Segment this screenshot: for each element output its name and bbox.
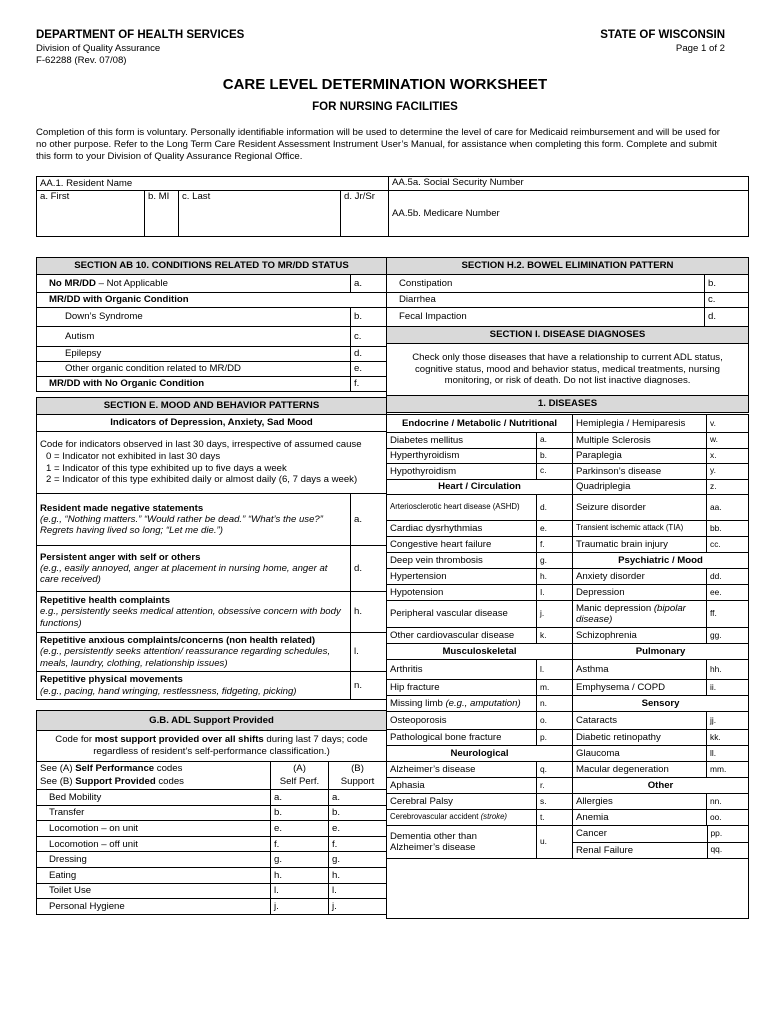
- gb-code-pre: Code for: [55, 734, 95, 746]
- disease-code[interactable]: n.: [537, 696, 573, 712]
- dementia-label: [387, 826, 537, 859]
- col-b-line2: Support: [340, 775, 375, 787]
- other-organic-label: Other organic condition related to MR/DD: [37, 362, 351, 377]
- disease-code[interactable]: kk.: [707, 730, 749, 746]
- mrdd-no-organic-label: MR/DD with No Organic Condition: [37, 377, 351, 392]
- form-number: F-62288 (Rev. 07/08): [36, 55, 127, 66]
- checkbox-h2-c[interactable]: c.: [705, 293, 749, 308]
- adl-support[interactable]: l.: [329, 883, 387, 899]
- medicare-field[interactable]: AA.5b. Medicare Number: [389, 191, 749, 237]
- section-h2: [386, 257, 749, 413]
- see-a-pre: See (A): [40, 763, 76, 775]
- disease-code[interactable]: w.: [707, 433, 749, 449]
- page-number: Page 1 of 2: [675, 43, 725, 54]
- disease-label: Quadriplegia: [573, 479, 707, 495]
- disease-code[interactable]: h.: [537, 569, 573, 585]
- disease-code[interactable]: r.: [537, 778, 573, 794]
- disease-label: Hyperthyroidism: [387, 448, 537, 464]
- section-e: [36, 397, 387, 700]
- see-a-post: codes: [154, 763, 183, 775]
- cva-it: (stroke): [480, 812, 508, 822]
- manic-depression-label: [573, 601, 707, 628]
- adl-self-perf[interactable]: j.: [271, 899, 329, 915]
- section-i-title: SECTION I. DISEASE DIAGNOSES: [387, 327, 749, 344]
- no-mrdd-suffix: – Not Applicable: [95, 277, 168, 289]
- disease-label: Deep vein thrombosis: [387, 553, 537, 569]
- disease-label: Hip fracture: [387, 680, 537, 696]
- gb-code-bold: most support provided over all shifts: [94, 734, 264, 746]
- ssn-field[interactable]: AA.5a. Social Security Number: [389, 177, 749, 191]
- adl-label: Transfer: [37, 805, 271, 821]
- see-b-post: codes: [155, 775, 184, 787]
- cva-label: [387, 810, 537, 826]
- middle-initial-field[interactable]: b. MI: [145, 191, 179, 237]
- disease-code[interactable]: hh.: [707, 660, 749, 680]
- section-h2-title: SECTION H.2. BOWEL ELIMINATION PATTERN: [387, 258, 749, 275]
- cva-pre: Cerebrovascular accident: [390, 812, 481, 822]
- disease-code[interactable]: ff.: [707, 601, 749, 628]
- adl-support[interactable]: f.: [329, 836, 387, 852]
- adl-label: Bed Mobility: [37, 790, 271, 806]
- disease-label: Renal Failure: [573, 842, 707, 858]
- mood-item-code[interactable]: d.: [351, 546, 387, 592]
- disease-label: Diabetic retinopathy: [573, 730, 707, 746]
- diseases-table: [386, 414, 749, 859]
- disease-code[interactable]: u.: [537, 826, 573, 859]
- disease-label: Other cardiovascular disease: [387, 628, 537, 644]
- disease-label: Cerebral Palsy: [387, 794, 537, 810]
- disease-code[interactable]: I.: [537, 585, 573, 601]
- mood-item-title: Repetitive physical movements: [40, 674, 183, 686]
- checkbox-ab10-b[interactable]: b.: [351, 308, 387, 327]
- disease-label: Cardiac dysrhythmias: [387, 521, 537, 537]
- col-a-line1: (A): [293, 763, 306, 775]
- disease-code[interactable]: ee.: [707, 585, 749, 601]
- code-2: 2 = Indicator of this type exhibited daily or almost daily (6, 7 days a week): [46, 474, 358, 486]
- disease-label: Aphasia: [387, 778, 537, 794]
- downs-syndrome-label: Down’s Syndrome: [37, 308, 351, 327]
- disease-code[interactable]: cc.: [707, 537, 749, 553]
- musculo-header: Musculoskeletal: [387, 644, 573, 660]
- disease-label: Seizure disorder: [573, 495, 707, 521]
- division-name: Division of Quality Assurance: [36, 43, 161, 54]
- checkbox-h2-b[interactable]: b.: [705, 275, 749, 293]
- adl-support[interactable]: j.: [329, 899, 387, 915]
- section-e-subtitle: Indicators of Depression, Anxiety, Sad Mood: [37, 415, 387, 432]
- disease-code[interactable]: o.: [537, 712, 573, 730]
- suffix-field[interactable]: d. Jr/Sr: [341, 191, 389, 237]
- disease-code[interactable]: ii.: [707, 680, 749, 696]
- resident-name-label: AA.1. Resident Name: [37, 177, 389, 191]
- disease-code[interactable]: j.: [537, 601, 573, 628]
- adl-self-perf[interactable]: f.: [271, 836, 329, 852]
- disease-code[interactable]: l.: [537, 660, 573, 680]
- section-e-title: SECTION E. MOOD AND BEHAVIOR PATTERNS: [37, 398, 387, 415]
- disease-code[interactable]: t.: [537, 810, 573, 826]
- disease-label: Asthma: [573, 660, 707, 680]
- disease-code[interactable]: a.: [537, 433, 573, 449]
- mood-item-title: Repetitive health complaints: [40, 595, 171, 607]
- disease-label: Anemia: [573, 810, 707, 826]
- adl-self-perf[interactable]: h.: [271, 867, 329, 883]
- disease-code[interactable]: x.: [707, 448, 749, 464]
- mood-item-code[interactable]: n.: [351, 672, 387, 700]
- fecal-impaction-label: Fecal Impaction: [387, 308, 705, 327]
- adl-self-perf[interactable]: b.: [271, 805, 329, 821]
- intro-text: Completion of this form is voluntary. Personally identifiable information will be used to determine the level of care for Medicaid reimbursement and will be used for no other purpose. Refer to the Long Term Care Resident Assessment Instrument User’s Manual, for assistance when completing this form. Complete and submit this form to your Division of Quality Assurance Regional Office.: [36, 127, 720, 163]
- form-title: CARE LEVEL DETERMINATION WORKSHEET: [222, 76, 548, 93]
- col-b-line1: (B): [351, 763, 364, 775]
- heart-header: Heart / Circulation: [387, 479, 573, 495]
- dementia-line1: Dementia other than: [390, 830, 477, 842]
- mood-item-code[interactable]: a.: [351, 494, 387, 546]
- resident-info-table: [36, 176, 749, 237]
- mood-item-desc: (e.g., “Nothing matters.” “Would rather be dead.” “What’s the use?” Regrets having lived so long; “Let me die.”): [40, 513, 323, 537]
- disease-code[interactable]: mm.: [707, 762, 749, 778]
- disease-code[interactable]: p.: [537, 730, 573, 746]
- disease-code[interactable]: gg.: [707, 628, 749, 644]
- see-a-bold: Self Performance: [75, 763, 155, 775]
- disease-label: Depression: [573, 585, 707, 601]
- mood-item-title: Resident made negative statements: [40, 502, 204, 514]
- manic-pre: Manic depression: [576, 602, 654, 614]
- disease-code[interactable]: s.: [537, 794, 573, 810]
- disease-code[interactable]: b.: [537, 448, 573, 464]
- other-header: Other: [573, 778, 749, 794]
- endocrine-header: Endocrine / Metabolic / Nutritional: [387, 415, 573, 433]
- disease-label: Cancer: [573, 826, 707, 842]
- section-gb-title: G.B. ADL Support Provided: [37, 711, 387, 731]
- right-column-blank: [386, 857, 749, 919]
- checkbox-ab10-c[interactable]: c.: [351, 327, 387, 347]
- disease-code[interactable]: d.: [537, 495, 573, 521]
- dementia-line2: Alzheimer’s disease: [390, 842, 476, 853]
- disease-label: Anxiety disorder: [573, 569, 707, 585]
- disease-label: Hypothyroidism: [387, 464, 537, 480]
- disease-label: Schizophrenia: [573, 628, 707, 644]
- psych-header: Psychiatric / Mood: [573, 553, 749, 569]
- first-name-field[interactable]: a. First: [37, 191, 145, 237]
- disease-label: Congestive heart failure: [387, 537, 537, 553]
- manic-it: (bipolar disease): [576, 602, 686, 625]
- code-0: 0 = Indicator not exhibited in last 30 days: [46, 450, 221, 462]
- disease-label: Osteoporosis: [387, 712, 537, 730]
- disease-label: Macular degeneration: [573, 762, 707, 778]
- checkbox-h2-d[interactable]: d.: [705, 308, 749, 327]
- disease-code[interactable]: v.: [707, 415, 749, 433]
- disease-label: Hypertension: [387, 569, 537, 585]
- disease-label: Paraplegia: [573, 448, 707, 464]
- disease-code[interactable]: c.: [537, 464, 573, 480]
- disease-label: Emphysema / COPD: [573, 680, 707, 696]
- mood-item-desc: (e.g., persistently seeks attention/ reassurance regarding schedules, meals, laundry, clothing, relationship issues): [40, 646, 331, 669]
- col-a-line2: Self Perf.: [279, 775, 320, 787]
- section-ab10-title: SECTION AB 10. CONDITIONS RELATED TO MR/DD STATUS: [37, 258, 387, 275]
- disease-label: Peripheral vascular disease: [387, 601, 537, 628]
- diarrhea-label: Diarrhea: [387, 293, 705, 308]
- adl-self-perf[interactable]: a.: [271, 790, 329, 806]
- mood-item-code[interactable]: l.: [351, 633, 387, 672]
- adl-label: Eating: [37, 867, 271, 883]
- missing-limb-label: [387, 696, 537, 712]
- disease-code[interactable]: y.: [707, 464, 749, 480]
- department-name: DEPARTMENT OF HEALTH SERVICES: [36, 29, 245, 41]
- other-tail-table: [573, 826, 749, 858]
- mrdd-organic-label: MR/DD with Organic Condition: [37, 293, 387, 308]
- mood-item-desc: (e.g., pacing, hand wringing, restlessness, fidgeting, picking): [40, 685, 297, 697]
- disease-code[interactable]: q.: [537, 762, 573, 778]
- state-name: STATE OF WISCONSIN: [600, 29, 725, 41]
- section-gb: [36, 710, 387, 915]
- disease-label: Arteriosclerotic heart disease (ASHD): [387, 495, 537, 521]
- autism-label: Autism: [37, 327, 351, 347]
- mood-item-title: Persistent anger with self or others: [40, 551, 201, 563]
- last-name-field[interactable]: c. Last: [179, 191, 341, 237]
- gb-code-post: during last 7 days; code regardless of resident’s self-performance classification.): [93, 734, 368, 757]
- adl-label: Personal Hygiene: [37, 899, 271, 915]
- adl-self-perf[interactable]: l.: [271, 883, 329, 899]
- disease-label: Glaucoma: [573, 746, 707, 762]
- adl-self-perf[interactable]: e.: [271, 821, 329, 837]
- disease-code[interactable]: dd.: [707, 569, 749, 585]
- sensory-header: Sensory: [573, 696, 749, 712]
- disease-label: Diabetes mellitus: [387, 433, 537, 449]
- adl-label: Locomotion – on unit: [37, 821, 271, 837]
- disease-label: Alzheimer’s disease: [387, 762, 537, 778]
- disease-code[interactable]: bb.: [707, 521, 749, 537]
- mood-item-title: Repetitive anxious complaints/concerns (non health related): [40, 635, 316, 647]
- col-a-header: [271, 762, 329, 790]
- code-1: 1 = Indicator of this type exhibited up to five days a week: [46, 462, 287, 474]
- mood-item-desc: e.g., persistently seeks medical attention, obsessive concern with body functions): [40, 606, 341, 629]
- disease-label: Hypotension: [387, 585, 537, 601]
- disease-code[interactable]: nn.: [707, 794, 749, 810]
- neuro-header: Neurological: [387, 746, 573, 762]
- adl-label: Locomotion – off unit: [37, 836, 271, 852]
- form-subtitle: FOR NURSING FACILITIES: [312, 101, 458, 113]
- adl-self-perf[interactable]: g.: [271, 852, 329, 868]
- col-b-header: [329, 762, 387, 790]
- checkbox-ab10-e[interactable]: e.: [351, 362, 387, 377]
- disease-code[interactable]: m.: [537, 680, 573, 696]
- epilepsy-label: Epilepsy: [37, 347, 351, 362]
- code-intro: Code for indicators observed in last 30 days, irrespective of assumed cause: [40, 438, 362, 450]
- diseases-title: 1. DISEASES: [387, 396, 749, 413]
- disease-label: Transient ischemic attack (TIA): [573, 521, 707, 537]
- disease-label: Traumatic brain injury: [573, 537, 707, 553]
- disease-label: Cataracts: [573, 712, 707, 730]
- adl-support[interactable]: h.: [329, 867, 387, 883]
- disease-label: Allergies: [573, 794, 707, 810]
- pulm-header: Pulmonary: [573, 644, 749, 660]
- gb-instructions: [37, 731, 387, 762]
- checkbox-ab10-a[interactable]: a.: [351, 275, 387, 293]
- gb-see-codes: [37, 762, 271, 790]
- section-i-instructions: Check only those diseases that have a relationship to current ADL status, cognitive status, mood and behavior status, medical treatments, nursing monitoring, or risk of death. Do not list inactive diagnoses.: [387, 344, 749, 396]
- mood-item-code[interactable]: h.: [351, 592, 387, 633]
- disease-label: Arthritis: [387, 660, 537, 680]
- limb-pre: Missing limb: [390, 697, 446, 709]
- adl-support[interactable]: a.: [329, 790, 387, 806]
- mood-item-desc: (e.g., easily annoyed, anger at placement in nursing home, anger at care received): [40, 562, 328, 586]
- see-b-pre: See (B): [40, 775, 76, 787]
- constipation-label: Constipation: [387, 275, 705, 293]
- disease-code[interactable]: f.: [537, 537, 573, 553]
- disease-label: Pathological bone fracture: [387, 730, 537, 746]
- section-e-codes: [37, 432, 387, 494]
- no-mrdd-label: No MR/DD: [49, 277, 96, 289]
- adl-support[interactable]: b.: [329, 805, 387, 821]
- see-b-bold: Support Provided: [75, 775, 156, 787]
- disease-code[interactable]: qq.: [707, 842, 749, 858]
- other-diseases-tail: [573, 826, 749, 859]
- adl-support[interactable]: g.: [329, 852, 387, 868]
- checkbox-ab10-f[interactable]: f.: [351, 377, 387, 392]
- adl-support[interactable]: e.: [329, 821, 387, 837]
- disease-code[interactable]: z.: [707, 479, 749, 495]
- adl-label: Dressing: [37, 852, 271, 868]
- disease-code[interactable]: k.: [537, 628, 573, 644]
- checkbox-ab10-d[interactable]: d.: [351, 347, 387, 362]
- disease-label: Parkinson’s disease: [573, 464, 707, 480]
- disease-code[interactable]: aa.: [707, 495, 749, 521]
- disease-code[interactable]: oo.: [707, 810, 749, 826]
- disease-label: Multiple Sclerosis: [573, 433, 707, 449]
- limb-it: (e.g., amputation): [445, 697, 521, 709]
- disease-label: Hemiplegia / Hemiparesis: [573, 415, 707, 433]
- section-ab10: [36, 257, 387, 392]
- disease-code[interactable]: jj.: [707, 712, 749, 730]
- disease-code[interactable]: pp.: [707, 826, 749, 842]
- adl-label: Toilet Use: [37, 883, 271, 899]
- disease-code[interactable]: e.: [537, 521, 573, 537]
- disease-code[interactable]: g.: [537, 553, 573, 569]
- disease-code[interactable]: ll.: [707, 746, 749, 762]
